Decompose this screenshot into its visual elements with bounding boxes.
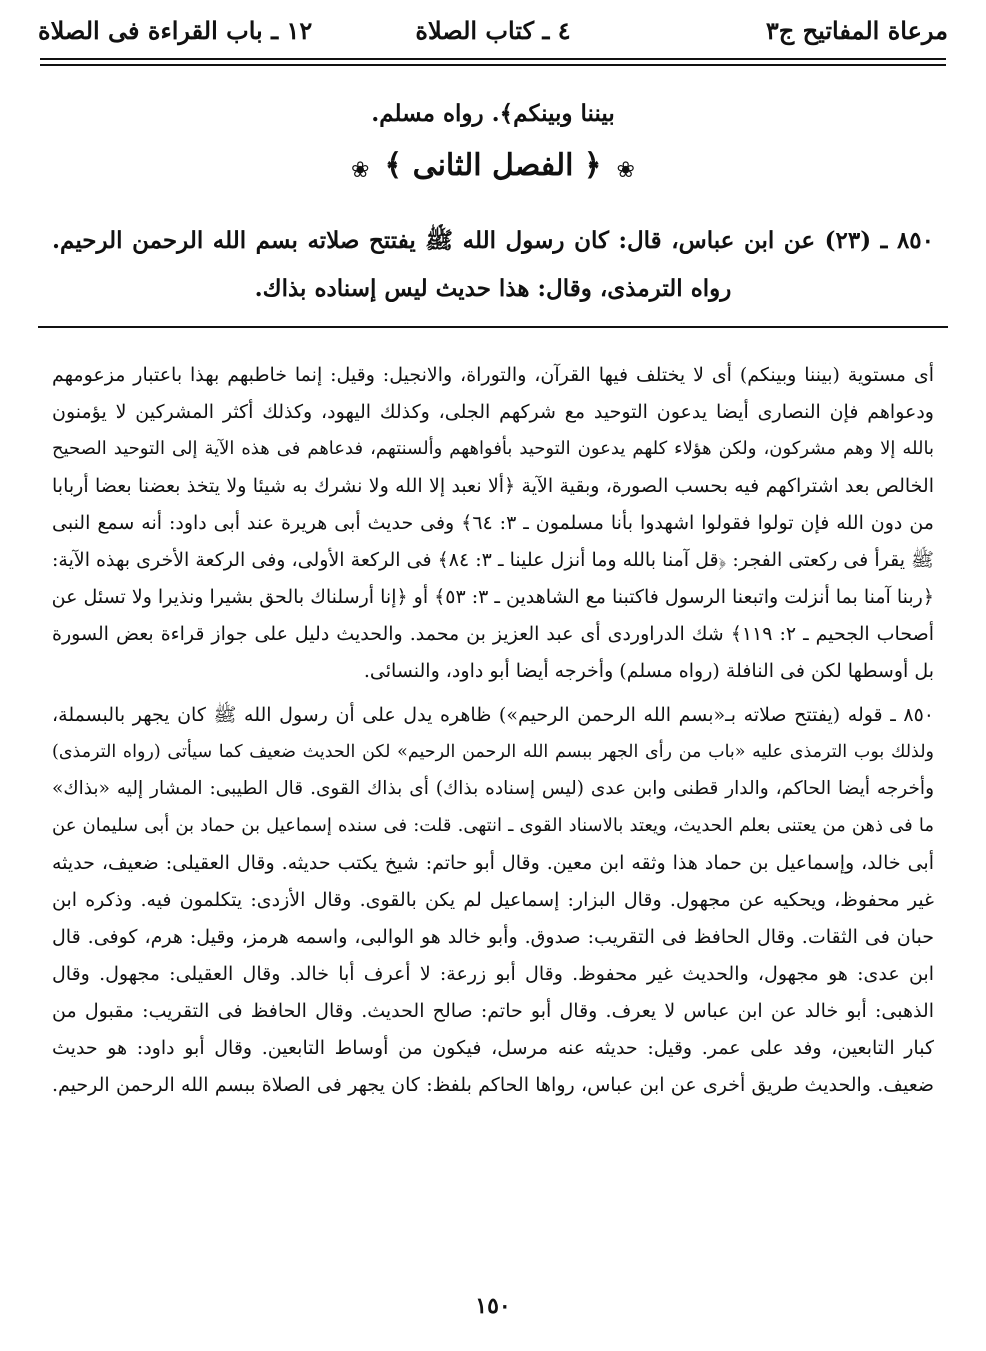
commentary-line: بل أوسطها لكن فى النافلة (رواه مسلم) وأخرجه أيضا أبو داود، والنسائى.: [363, 660, 934, 682]
page-number: ١٥٠: [475, 1293, 511, 1319]
hadith-text-line: ٨٥٠ ـ (٢٣) عن ابن عباس، قال: كان رسول الله ﷺ يفتتح صلاته بسم الله الرحمن الرحيم.: [52, 227, 934, 254]
header-section: ١٢ ـ باب القراءة فى الصلاة: [38, 16, 313, 45]
continuation-line: بيننا وبينكم﴾. رواه مسلم.: [371, 100, 615, 127]
ornament-icon: ❀: [351, 158, 370, 183]
commentary-line: ٨٥٠ ـ قوله (يفتتح صلاته بـ«بسم الله الرحمن الرحيم») ظاهره يدل على أن رسول الله ﷺ كان يجهر بالبسملة،: [52, 704, 934, 726]
commentary-line: غير محفوظ، ويحكيه عن مجهول. وقال البزار: إسماعيل لم يكن بالقوى. وقال الأزدى: يتكلمون فيه. وذكره ابن: [52, 889, 934, 911]
running-header: [30, 16, 956, 56]
commentary-line: حبان فى الثقات. وقال الحافظ فى التقريب: صدوق. وأبو خالد هو الوالبى، واسمه هرمز، وقيل: هرم، كوفى. قال: [52, 926, 934, 948]
commentary-line: ولذلك بوب الترمذى عليه «باب من رأى الجهر ببسم الله الرحمن الرحيم» لكن الحديث ضعيف كما سيأتى (رواه الترمذى): [52, 742, 934, 762]
header-rule-bottom: [40, 64, 946, 66]
section-title: ﴿ الفصل الثانى ﴾: [384, 148, 602, 183]
header-chapter: ٤ ـ كتاب الصلاة: [415, 16, 571, 45]
section-heading: [0, 148, 986, 183]
commentary-line: أبى خالد، وإسماعيل بن حماد هذا وثقه ابن معين. وقال أبو حاتم: شيخ يكتب حديثه. وقال العقيلى: ضعيف، حديثه: [52, 852, 934, 874]
header-book-title: مرعاة المفاتيح ج٣: [765, 16, 948, 45]
commentary-line: أصحاب الجحيم ـ ٢: ١١٩﴾ شك الدراوردى أى عبد العزيز بن محمد. والحديث دليل على جواز قراءة بعض السورة: [52, 623, 934, 645]
commentary-line: بالله إلا وهم مشركون، ولكن هؤلاء كلهم يدعون التوحيد بأفواههم وألسنتهم، فدعاهم فى هذه الآية إلى التوحيد الصحيح: [52, 438, 934, 459]
commentary-line: من دون الله فإن تولوا فقولوا اشهدوا بأنا مسلمون ـ ٣: ٦٤﴾ وفى حديث أبى هريرة عند أبى داود: أنه سمع النبى: [52, 512, 934, 534]
commentary-line: ﴿ربنا آمنا بما أنزلت واتبعنا الرسول فاكتبنا مع الشاهدين ـ ٣: ٥٣﴾ أو ﴿إنا أرسلناك بالحق بشيرا ونذيرا ولا تسئل عن: [52, 586, 934, 608]
commentary-line: كبار التابعين، وفد على عمر. وقيل: حديثه عنه مرسل، فيكون من أوساط التابعين. وقال أبو داود: هو حديث: [52, 1037, 934, 1059]
commentary-line: أى مستوية (بيننا وبينكم) أى لا يختلف فيها القرآن، والتوراة، والانجيل: وقيل: إنما خاطبهم بهذا باعتبار مزعومهم: [52, 364, 934, 386]
hadith-source-line: رواه الترمذى، وقال: هذا حديث ليس إسناده بذاك.: [254, 275, 732, 302]
header-rule-top: [40, 58, 946, 60]
commentary-line: ضعيف. والحديث طريق أخرى عن ابن عباس، رواها الحاكم بلفظ: كان يجهر فى الصلاة ببسم الله الرحمن الرحيم.: [52, 1074, 934, 1096]
ornament-icon: ❀: [616, 158, 635, 183]
commentary-line: ابن عدى: هو مجهول، والحديث غير محفوظ. وقال أبو زرعة: لا أعرف أبا خالد. وقال العقيلى: مجهول. وقال: [52, 963, 934, 985]
commentary-line: الذهبى: أبو خالد عن ابن عباس لا يعرف. وقال أبو حاتم: صالح الحديث. وقال الحافظ فى التقريب: مقبول من: [52, 1000, 934, 1022]
commentary-line: ما فى ذهن من يعتنى بعلم الحديث، ويعتد بالاسناد القوى ـ انتهى. قلت: فى سنده إسماعيل بن حماد بن أبى سليمان عن: [52, 815, 934, 836]
commentary-line: الخالص بعد اشتراكهم فيه بحسب الصورة، وبقية الآية ﴿ألا نعبد إلا الله ولا نشرك به شيئا ولا يتخذ بعضنا بعضا أربابا: [52, 475, 934, 497]
commentary-line: ﷺ يقرأ فى ركعتى الفجر: ﴿قل آمنا بالله وما أنزل علينا ـ ٣: ٨٤﴾ فى الركعة الأولى، وفى الركعة الأخرى بهذه الآية:: [52, 549, 934, 571]
commentary-line: وأخرجه أيضا الحاكم، والدار قطنى وابن عدى (ليس إسناده بذاك) أى بذاك القوى. قال الطيبى: المشار إليه «بذاك»: [52, 778, 934, 799]
commentary-line: ودعواهم فإن النصارى أيضا يدعون التوحيد مع شركهم الجلى، وكذلك اليهود، وكذلك أكثر المشركين لا يؤمنون: [52, 401, 934, 423]
text-commentary-divider: [38, 326, 948, 328]
